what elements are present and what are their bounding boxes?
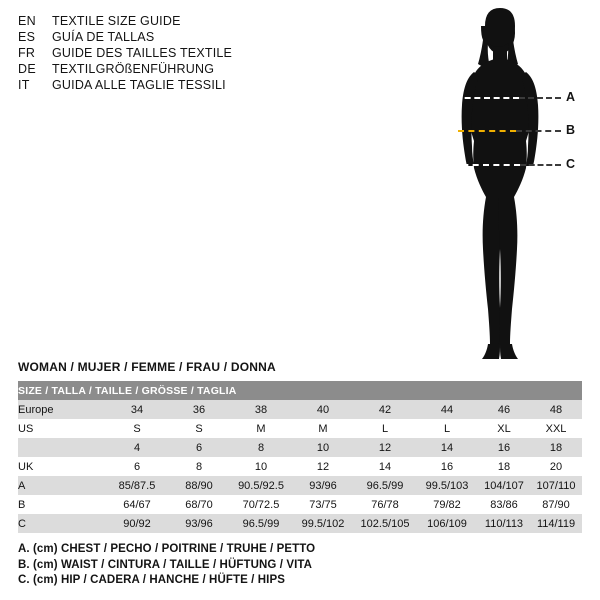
table-cell: 70/72.5 [230, 495, 292, 514]
table-row [18, 419, 582, 438]
table-cell: 6 [168, 438, 230, 457]
table-cell: XL [478, 419, 530, 438]
table-row [18, 476, 582, 495]
language-title: GUIDA ALLE TAGLIE TESSILI [52, 78, 226, 92]
body-figure-area [400, 0, 600, 372]
row-label: UK [18, 457, 106, 476]
language-code: IT [18, 78, 30, 92]
table-cell: 90.5/92.5 [230, 476, 292, 495]
table-cell: XXL [530, 419, 582, 438]
table-cell: 14 [354, 457, 416, 476]
table-cell: 10 [230, 457, 292, 476]
language-title-list [18, 14, 318, 94]
legend-line-waist: B. (cm) WAIST / CINTURA / TAILLE / HÜFTUNG / VITA [18, 558, 313, 571]
language-title: GUÍA DE TALLAS [52, 30, 155, 44]
hip-measure-line [452, 164, 520, 166]
chest-measure-label: A [566, 90, 576, 104]
table-cell: 44 [416, 400, 478, 419]
row-label: A [18, 476, 106, 495]
language-row [18, 78, 318, 92]
language-row [18, 46, 318, 60]
table-cell: 87/90 [530, 495, 582, 514]
table-cell: S [106, 419, 168, 438]
table-row [18, 400, 582, 419]
table-row [18, 495, 582, 514]
table-cell: 99.5/103 [416, 476, 478, 495]
table-cell: 102.5/105 [354, 514, 416, 533]
language-code: FR [18, 46, 36, 60]
table-cell: 10 [292, 438, 354, 457]
woman-section-caption: WOMAN / MUJER / FEMME / FRAU / DONNA [18, 360, 276, 374]
chest-measure-leader [519, 97, 561, 99]
table-cell: S [168, 419, 230, 438]
table-cell: 88/90 [168, 476, 230, 495]
table-cell: 48 [530, 400, 582, 419]
legend-line-hip: C. (cm) HIP / CADERA / HANCHE / HÜFTE / HIPS [18, 574, 286, 586]
table-cell: 107/110 [530, 476, 582, 495]
table-cell: M [230, 419, 292, 438]
table-cell: 42 [354, 400, 416, 419]
table-cell: 38 [230, 400, 292, 419]
language-code: EN [18, 14, 36, 28]
language-title: TEXTILE SIZE GUIDE [52, 14, 181, 28]
table-header-label: SIZE / TALLA / TAILLE / GRÖSSE / TAGLIA [18, 381, 582, 400]
table-cell: 85/87.5 [106, 476, 168, 495]
size-table [18, 381, 582, 533]
table-header-row [18, 381, 582, 400]
table-row [18, 457, 582, 476]
table-cell: 16 [416, 457, 478, 476]
table-cell: 14 [416, 438, 478, 457]
table-cell: 106/109 [416, 514, 478, 533]
table-cell: L [354, 419, 416, 438]
female-body-silhouette-icon [430, 6, 570, 366]
table-cell: 16 [478, 438, 530, 457]
waist-measure-leader [516, 130, 561, 132]
table-cell: 76/78 [354, 495, 416, 514]
table-cell: 99.5/102 [292, 514, 354, 533]
size-table-container [18, 381, 582, 533]
table-cell: 83/86 [478, 495, 530, 514]
table-row [18, 514, 582, 533]
table-cell: 96.5/99 [354, 476, 416, 495]
table-cell: 18 [478, 457, 530, 476]
table-cell: 6 [106, 457, 168, 476]
table-cell: 93/96 [292, 476, 354, 495]
language-title: TEXTILGRÖßENFÜHRUNG [52, 62, 215, 76]
language-code: DE [18, 62, 36, 76]
table-cell: 8 [168, 457, 230, 476]
table-cell: 64/67 [106, 495, 168, 514]
row-label: B [18, 495, 106, 514]
language-row [18, 62, 318, 76]
table-cell: 8 [230, 438, 292, 457]
table-cell: 40 [292, 400, 354, 419]
table-cell: 79/82 [416, 495, 478, 514]
table-cell: L [416, 419, 478, 438]
row-label: C [18, 514, 106, 533]
table-cell: 110/113 [478, 514, 530, 533]
table-cell: M [292, 419, 354, 438]
legend-line-chest: A. (cm) CHEST / PECHO / POITRINE / TRUHE / PETTO [18, 543, 316, 555]
hip-measure-leader [520, 164, 561, 166]
table-row [18, 438, 582, 457]
table-cell: 12 [292, 457, 354, 476]
row-label [18, 438, 106, 457]
table-cell: 96.5/99 [230, 514, 292, 533]
table-cell: 20 [530, 457, 582, 476]
table-cell: 4 [106, 438, 168, 457]
row-label: Europe [18, 400, 106, 419]
table-cell: 46 [478, 400, 530, 419]
waist-measure-label: B [566, 123, 576, 137]
table-cell: 73/75 [292, 495, 354, 514]
table-cell: 18 [530, 438, 582, 457]
language-code: ES [18, 30, 36, 44]
table-cell: 68/70 [168, 495, 230, 514]
table-cell: 114/119 [530, 514, 582, 533]
language-title: GUIDE DES TAILLES TEXTILE [52, 46, 233, 60]
table-cell: 34 [106, 400, 168, 419]
table-cell: 36 [168, 400, 230, 419]
table-cell: 104/107 [478, 476, 530, 495]
language-row [18, 14, 318, 28]
language-row [18, 30, 318, 44]
hip-measure-label: C [566, 157, 576, 171]
table-cell: 90/92 [106, 514, 168, 533]
row-label: US [18, 419, 106, 438]
table-cell: 12 [354, 438, 416, 457]
table-cell: 93/96 [168, 514, 230, 533]
measurement-legend [18, 543, 578, 590]
waist-measure-line [458, 130, 516, 132]
chest-measure-line [455, 97, 519, 99]
